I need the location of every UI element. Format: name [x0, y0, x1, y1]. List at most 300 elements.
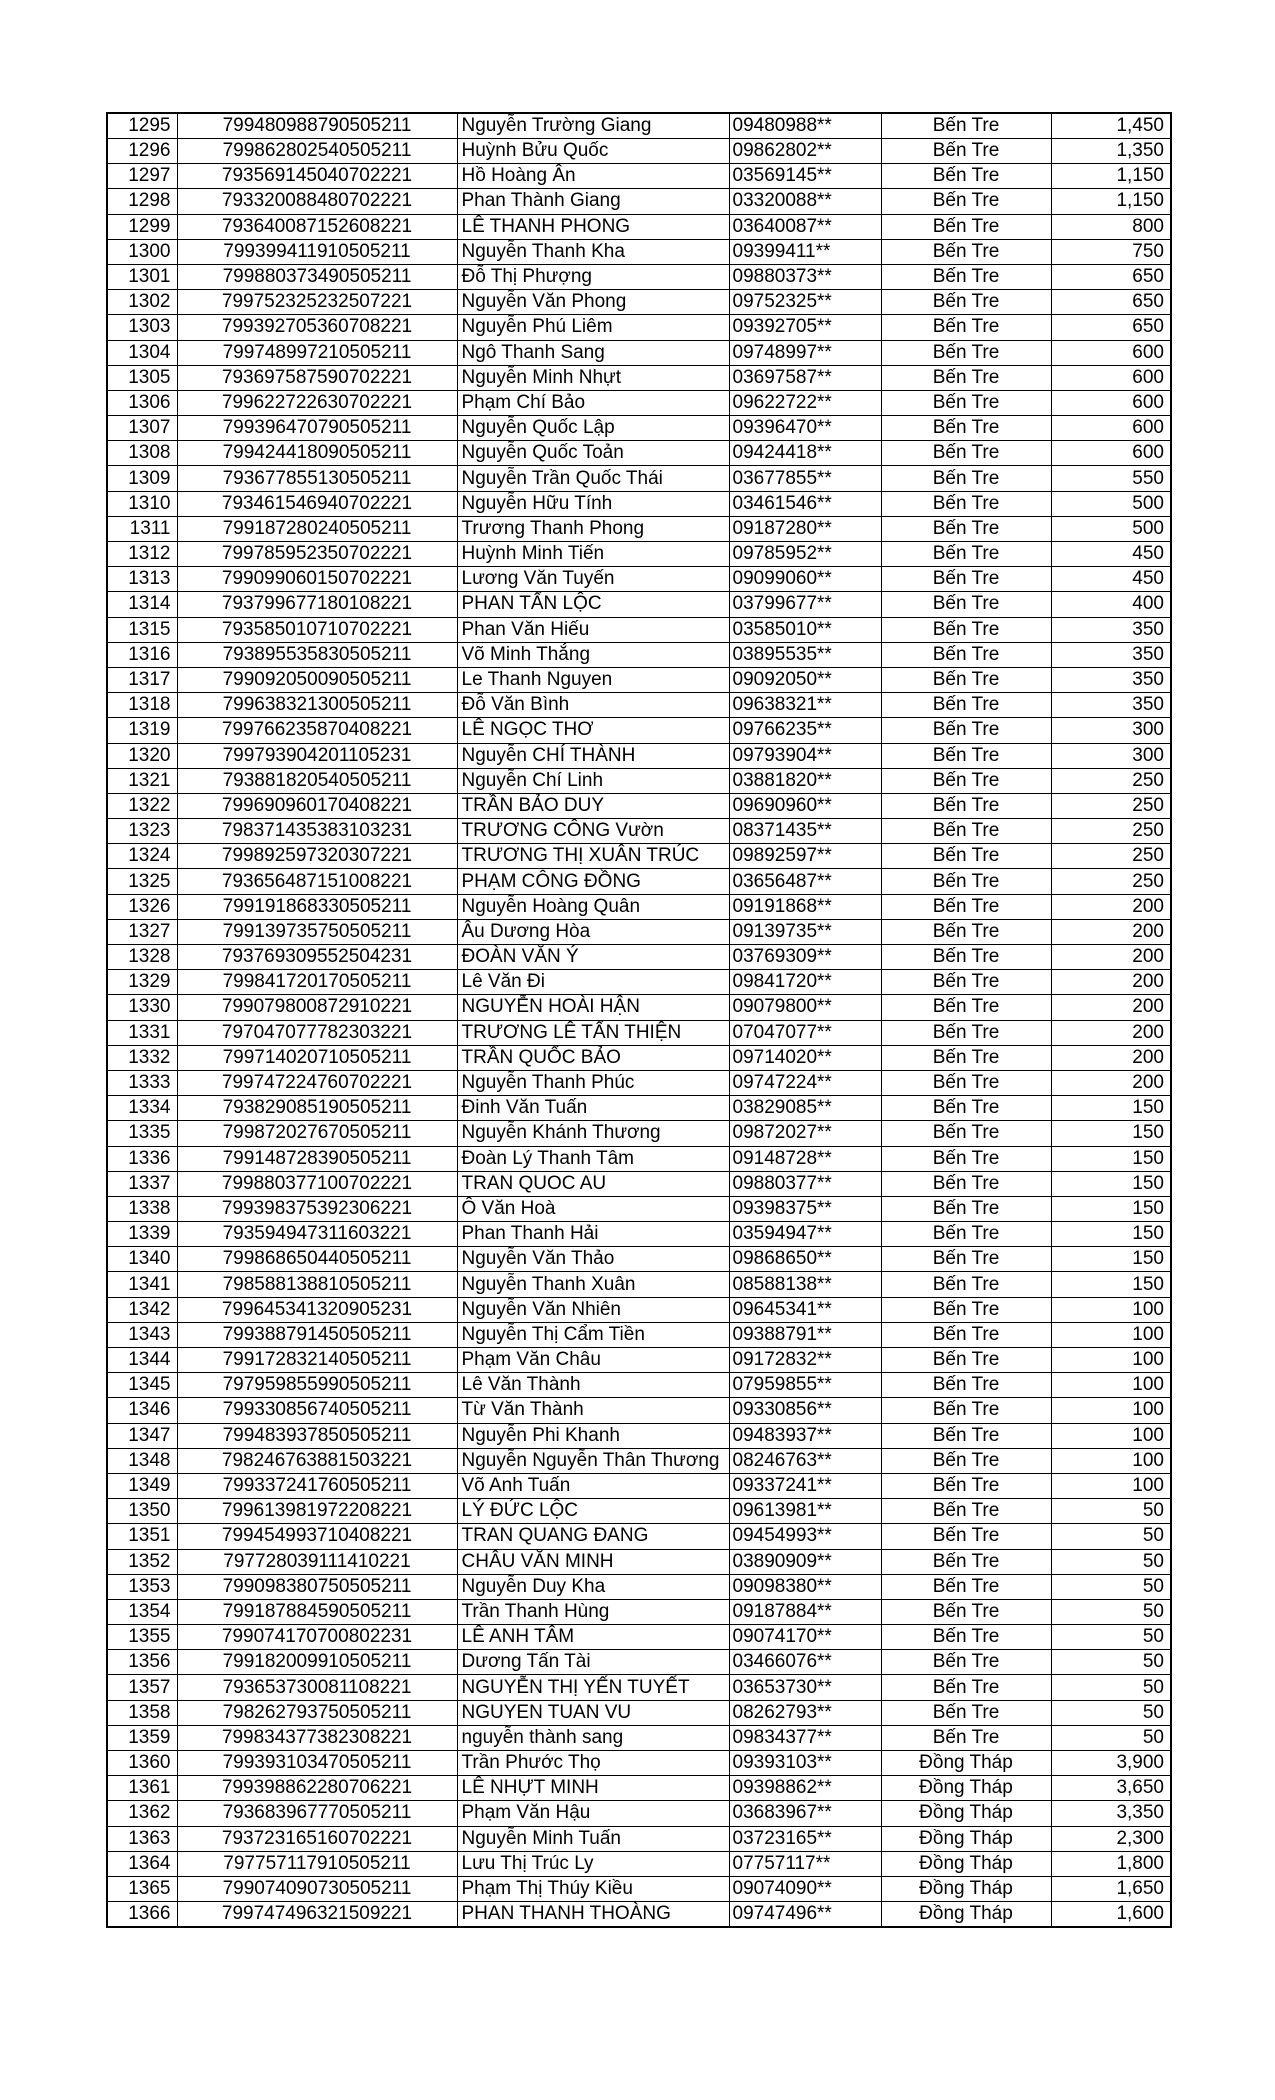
table-row: [107, 1902, 1171, 1928]
name-cell: Phan Thanh Hải: [457, 1222, 729, 1247]
row-number-cell: 1331: [107, 1020, 177, 1045]
row-number-cell: 1359: [107, 1725, 177, 1750]
account-code-cell: 793799677180108221: [177, 592, 457, 617]
phone-cell: 09424418**: [729, 441, 881, 466]
table-row: [107, 1020, 1171, 1045]
table-row: [107, 466, 1171, 491]
province-cell: Bến Tre: [881, 264, 1051, 289]
amount-cell: 200: [1051, 919, 1171, 944]
amount-cell: 600: [1051, 416, 1171, 441]
province-cell: Bến Tre: [881, 1675, 1051, 1700]
name-cell: Nguyễn Thanh Phúc: [457, 1070, 729, 1095]
table-row: [107, 340, 1171, 365]
name-cell: PHẠM CÔNG ĐỒNG: [457, 869, 729, 894]
name-cell: Huỳnh Minh Tiến: [457, 542, 729, 567]
account-code-cell: 799793904201105231: [177, 743, 457, 768]
name-cell: Đỗ Văn Bình: [457, 693, 729, 718]
province-cell: Bến Tre: [881, 1650, 1051, 1675]
amount-cell: 100: [1051, 1373, 1171, 1398]
account-code-cell: 799074090730505211: [177, 1876, 457, 1901]
province-cell: Bến Tre: [881, 491, 1051, 516]
account-code-cell: 799074170700802231: [177, 1625, 457, 1650]
province-cell: Bến Tre: [881, 1247, 1051, 1272]
province-cell: Bến Tre: [881, 894, 1051, 919]
table-row: [107, 1650, 1171, 1675]
name-cell: Lê Văn Đi: [457, 970, 729, 995]
table-row: [107, 919, 1171, 944]
phone-cell: 09483937**: [729, 1423, 881, 1448]
name-cell: Nguyễn Văn Thảo: [457, 1247, 729, 1272]
amount-cell: 1,350: [1051, 139, 1171, 164]
account-code-cell: 793569145040702221: [177, 164, 457, 189]
phone-cell: 09622722**: [729, 390, 881, 415]
name-cell: Lương Văn Tuyến: [457, 567, 729, 592]
amount-cell: 200: [1051, 1020, 1171, 1045]
phone-cell: 09392705**: [729, 315, 881, 340]
amount-cell: 250: [1051, 844, 1171, 869]
name-cell: Le Thanh Nguyen: [457, 667, 729, 692]
amount-cell: 1,450: [1051, 113, 1171, 139]
table-row: [107, 743, 1171, 768]
amount-cell: 350: [1051, 667, 1171, 692]
phone-cell: 09793904**: [729, 743, 881, 768]
account-code-cell: 793677855130505211: [177, 466, 457, 491]
table-row: [107, 1851, 1171, 1876]
phone-cell: 09868650**: [729, 1247, 881, 1272]
table-row: [107, 264, 1171, 289]
amount-cell: 50: [1051, 1524, 1171, 1549]
amount-cell: 600: [1051, 390, 1171, 415]
province-cell: Bến Tre: [881, 1574, 1051, 1599]
name-cell: Dương Tấn Tài: [457, 1650, 729, 1675]
row-number-cell: 1333: [107, 1070, 177, 1095]
table-row: [107, 1625, 1171, 1650]
name-cell: Lưu Thị Trúc Ly: [457, 1851, 729, 1876]
amount-cell: 600: [1051, 441, 1171, 466]
phone-cell: 09079800**: [729, 995, 881, 1020]
account-code-cell: 793697587590702221: [177, 365, 457, 390]
amount-cell: 150: [1051, 1247, 1171, 1272]
table-row: [107, 1448, 1171, 1473]
table-row: [107, 315, 1171, 340]
row-number-cell: 1321: [107, 768, 177, 793]
table-row: [107, 1675, 1171, 1700]
phone-cell: 08246763**: [729, 1448, 881, 1473]
row-number-cell: 1362: [107, 1801, 177, 1826]
account-code-cell: 799392705360708221: [177, 315, 457, 340]
name-cell: Nguyễn Trần Quốc Thái: [457, 466, 729, 491]
phone-cell: 03829085**: [729, 1096, 881, 1121]
row-number-cell: 1335: [107, 1121, 177, 1146]
row-number-cell: 1349: [107, 1473, 177, 1498]
phone-cell: 09074090**: [729, 1876, 881, 1901]
row-number-cell: 1363: [107, 1826, 177, 1851]
province-cell: Bến Tre: [881, 1499, 1051, 1524]
table-row: [107, 970, 1171, 995]
province-cell: Bến Tre: [881, 1196, 1051, 1221]
account-code-cell: 799872027670505211: [177, 1121, 457, 1146]
table-row: [107, 768, 1171, 793]
row-number-cell: 1334: [107, 1096, 177, 1121]
account-code-cell: 797728039111410221: [177, 1549, 457, 1574]
name-cell: LÊ NGỌC THƠ: [457, 718, 729, 743]
row-number-cell: 1336: [107, 1146, 177, 1171]
province-cell: Bến Tre: [881, 793, 1051, 818]
name-cell: Đoàn Lý Thanh Tâm: [457, 1146, 729, 1171]
phone-cell: 09396470**: [729, 416, 881, 441]
name-cell: LÝ ĐỨC LỘC: [457, 1499, 729, 1524]
table-row: [107, 693, 1171, 718]
row-number-cell: 1347: [107, 1423, 177, 1448]
province-cell: Bến Tre: [881, 1473, 1051, 1498]
account-code-cell: 799862802540505211: [177, 139, 457, 164]
province-cell: Bến Tre: [881, 542, 1051, 567]
phone-cell: 09613981**: [729, 1499, 881, 1524]
name-cell: TRAN QUOC AU: [457, 1171, 729, 1196]
province-cell: Bến Tre: [881, 1070, 1051, 1095]
row-number-cell: 1356: [107, 1650, 177, 1675]
name-cell: Nguyễn Văn Nhiên: [457, 1297, 729, 1322]
amount-cell: 300: [1051, 718, 1171, 743]
account-code-cell: 799191868330505211: [177, 894, 457, 919]
phone-cell: 07047077**: [729, 1020, 881, 1045]
province-cell: Bến Tre: [881, 113, 1051, 139]
phone-cell: 09872027**: [729, 1121, 881, 1146]
amount-cell: 250: [1051, 869, 1171, 894]
phone-cell: 09480988**: [729, 113, 881, 139]
account-code-cell: 797959855990505211: [177, 1373, 457, 1398]
name-cell: Đỗ Thị Phượng: [457, 264, 729, 289]
phone-cell: 09398375**: [729, 1196, 881, 1221]
province-cell: Bến Tre: [881, 1348, 1051, 1373]
phone-cell: 03594947**: [729, 1222, 881, 1247]
phone-cell: 09714020**: [729, 1045, 881, 1070]
phone-cell: 09330856**: [729, 1398, 881, 1423]
name-cell: Võ Anh Tuấn: [457, 1473, 729, 1498]
table-row: [107, 1373, 1171, 1398]
amount-cell: 3,350: [1051, 1801, 1171, 1826]
name-cell: Nguyễn Quốc Toản: [457, 441, 729, 466]
row-number-cell: 1296: [107, 139, 177, 164]
account-code-cell: 799396470790505211: [177, 416, 457, 441]
amount-cell: 100: [1051, 1473, 1171, 1498]
row-number-cell: 1305: [107, 365, 177, 390]
amount-cell: 3,650: [1051, 1776, 1171, 1801]
row-number-cell: 1299: [107, 214, 177, 239]
table-row: [107, 1171, 1171, 1196]
amount-cell: 100: [1051, 1348, 1171, 1373]
row-number-cell: 1330: [107, 995, 177, 1020]
amount-cell: 50: [1051, 1574, 1171, 1599]
account-code-cell: 799388791450505211: [177, 1322, 457, 1347]
phone-cell: 09148728**: [729, 1146, 881, 1171]
amount-cell: 500: [1051, 516, 1171, 541]
name-cell: Phạm Văn Châu: [457, 1348, 729, 1373]
account-code-cell: 799079800872910221: [177, 995, 457, 1020]
phone-cell: 03769309**: [729, 945, 881, 970]
account-code-cell: 799834377382308221: [177, 1725, 457, 1750]
phone-cell: 09645341**: [729, 1297, 881, 1322]
account-code-cell: 799399411910505211: [177, 239, 457, 264]
account-code-cell: 799454993710408221: [177, 1524, 457, 1549]
name-cell: PHAN TẤN LỘC: [457, 592, 729, 617]
row-number-cell: 1354: [107, 1599, 177, 1624]
phone-cell: 09454993**: [729, 1524, 881, 1549]
name-cell: nguyễn thành sang: [457, 1725, 729, 1750]
province-cell: Bến Tre: [881, 315, 1051, 340]
province-cell: Bến Tre: [881, 718, 1051, 743]
table-row: [107, 290, 1171, 315]
name-cell: PHAN THANH THOÀNG: [457, 1902, 729, 1928]
province-cell: Bến Tre: [881, 1096, 1051, 1121]
row-number-cell: 1310: [107, 491, 177, 516]
province-cell: Bến Tre: [881, 1146, 1051, 1171]
account-code-cell: 799172832140505211: [177, 1348, 457, 1373]
account-code-cell: 797757117910505211: [177, 1851, 457, 1876]
row-number-cell: 1323: [107, 819, 177, 844]
table-row: [107, 1599, 1171, 1624]
amount-cell: 50: [1051, 1650, 1171, 1675]
table-row: [107, 516, 1171, 541]
province-cell: Bến Tre: [881, 1700, 1051, 1725]
amount-cell: 1,150: [1051, 189, 1171, 214]
phone-cell: 07959855**: [729, 1373, 881, 1398]
account-code-cell: 799337241760505211: [177, 1473, 457, 1498]
account-code-cell: 793723165160702221: [177, 1826, 457, 1851]
name-cell: Đinh Văn Tuấn: [457, 1096, 729, 1121]
province-cell: Bến Tre: [881, 1549, 1051, 1574]
row-number-cell: 1338: [107, 1196, 177, 1221]
account-code-cell: 798246763881503221: [177, 1448, 457, 1473]
row-number-cell: 1316: [107, 642, 177, 667]
table-row: [107, 365, 1171, 390]
row-number-cell: 1326: [107, 894, 177, 919]
table-row: [107, 1574, 1171, 1599]
row-number-cell: 1327: [107, 919, 177, 944]
province-cell: Đồng Tháp: [881, 1801, 1051, 1826]
row-number-cell: 1329: [107, 970, 177, 995]
province-cell: Bến Tre: [881, 340, 1051, 365]
name-cell: NGUYỄN THỊ YẾN TUYẾT: [457, 1675, 729, 1700]
province-cell: Bến Tre: [881, 1423, 1051, 1448]
province-cell: Bến Tre: [881, 642, 1051, 667]
row-number-cell: 1298: [107, 189, 177, 214]
amount-cell: 800: [1051, 214, 1171, 239]
name-cell: Nguyễn Khánh Thương: [457, 1121, 729, 1146]
name-cell: Nguyễn Thị Cẩm Tiền: [457, 1322, 729, 1347]
account-code-cell: 799645341320905231: [177, 1297, 457, 1322]
account-code-cell: 798588138810505211: [177, 1272, 457, 1297]
name-cell: NGUYỄN HOÀI HẬN: [457, 995, 729, 1020]
row-number-cell: 1343: [107, 1322, 177, 1347]
account-code-cell: 793640087152608221: [177, 214, 457, 239]
amount-cell: 1,800: [1051, 1851, 1171, 1876]
account-code-cell: 799752325232507221: [177, 290, 457, 315]
phone-cell: 03656487**: [729, 869, 881, 894]
name-cell: Âu Dương Hòa: [457, 919, 729, 944]
phone-cell: 09092050**: [729, 667, 881, 692]
province-cell: Bến Tre: [881, 592, 1051, 617]
amount-cell: 650: [1051, 290, 1171, 315]
name-cell: Trương Thanh Phong: [457, 516, 729, 541]
name-cell: Nguyễn Nguyễn Thân Thương: [457, 1448, 729, 1473]
account-code-cell: 799880373490505211: [177, 264, 457, 289]
name-cell: Trần Thanh Hùng: [457, 1599, 729, 1624]
amount-cell: 150: [1051, 1222, 1171, 1247]
account-code-cell: 799622722630702221: [177, 390, 457, 415]
row-number-cell: 1325: [107, 869, 177, 894]
province-cell: Đồng Tháp: [881, 1826, 1051, 1851]
table-row: [107, 1423, 1171, 1448]
name-cell: Nguyễn Quốc Lập: [457, 416, 729, 441]
amount-cell: 300: [1051, 743, 1171, 768]
province-cell: Bến Tre: [881, 567, 1051, 592]
province-cell: Đồng Tháp: [881, 1751, 1051, 1776]
account-code-cell: 799182009910505211: [177, 1650, 457, 1675]
amount-cell: 500: [1051, 491, 1171, 516]
table-row: [107, 1297, 1171, 1322]
phone-cell: 09187280**: [729, 516, 881, 541]
name-cell: NGUYEN TUAN VU: [457, 1700, 729, 1725]
row-number-cell: 1320: [107, 743, 177, 768]
amount-cell: 200: [1051, 1070, 1171, 1095]
province-cell: Đồng Tháp: [881, 1902, 1051, 1928]
amount-cell: 450: [1051, 542, 1171, 567]
account-code-cell: 799747496321509221: [177, 1902, 457, 1928]
amount-cell: 150: [1051, 1146, 1171, 1171]
phone-cell: 09191868**: [729, 894, 881, 919]
province-cell: Bến Tre: [881, 365, 1051, 390]
amount-cell: 150: [1051, 1096, 1171, 1121]
phone-cell: 09399411**: [729, 239, 881, 264]
row-number-cell: 1344: [107, 1348, 177, 1373]
phone-cell: 09892597**: [729, 844, 881, 869]
phone-cell: 09074170**: [729, 1625, 881, 1650]
phone-cell: 09766235**: [729, 718, 881, 743]
amount-cell: 2,300: [1051, 1826, 1171, 1851]
name-cell: Nguyễn Chí Linh: [457, 768, 729, 793]
name-cell: Nguyễn Hoàng Quân: [457, 894, 729, 919]
amount-cell: 200: [1051, 945, 1171, 970]
row-number-cell: 1345: [107, 1373, 177, 1398]
account-code-cell: 799483937850505211: [177, 1423, 457, 1448]
phone-cell: 09785952**: [729, 542, 881, 567]
phone-cell: 03723165**: [729, 1826, 881, 1851]
row-number-cell: 1339: [107, 1222, 177, 1247]
account-code-cell: 799187884590505211: [177, 1599, 457, 1624]
amount-cell: 200: [1051, 1045, 1171, 1070]
table-row: [107, 1473, 1171, 1498]
name-cell: Từ Văn Thành: [457, 1398, 729, 1423]
phone-cell: 03461546**: [729, 491, 881, 516]
table-row: [107, 567, 1171, 592]
province-cell: Bến Tre: [881, 1297, 1051, 1322]
account-code-cell: 799148728390505211: [177, 1146, 457, 1171]
table-row: [107, 1549, 1171, 1574]
account-code-cell: 793769309552504231: [177, 945, 457, 970]
amount-cell: 50: [1051, 1549, 1171, 1574]
phone-cell: 09748997**: [729, 340, 881, 365]
amount-cell: 1,150: [1051, 164, 1171, 189]
province-cell: Bến Tre: [881, 617, 1051, 642]
table-row: [107, 1096, 1171, 1121]
province-cell: Bến Tre: [881, 819, 1051, 844]
province-cell: Bến Tre: [881, 1171, 1051, 1196]
amount-cell: 350: [1051, 693, 1171, 718]
phone-cell: 09747496**: [729, 1902, 881, 1928]
row-number-cell: 1328: [107, 945, 177, 970]
amount-cell: 50: [1051, 1700, 1171, 1725]
row-number-cell: 1348: [107, 1448, 177, 1473]
name-cell: TRƯƠNG THỊ XUÂN TRÚC: [457, 844, 729, 869]
amount-cell: 150: [1051, 1121, 1171, 1146]
table-row: [107, 819, 1171, 844]
name-cell: Phạm Chí Bảo: [457, 390, 729, 415]
row-number-cell: 1312: [107, 542, 177, 567]
account-code-cell: 799690960170408221: [177, 793, 457, 818]
row-number-cell: 1353: [107, 1574, 177, 1599]
phone-cell: 09099060**: [729, 567, 881, 592]
province-cell: Bến Tre: [881, 693, 1051, 718]
phone-cell: 09638321**: [729, 693, 881, 718]
phone-cell: 09139735**: [729, 919, 881, 944]
row-number-cell: 1364: [107, 1851, 177, 1876]
name-cell: CHÂU VĂN MINH: [457, 1549, 729, 1574]
account-code-cell: 793683967770505211: [177, 1801, 457, 1826]
table-row: [107, 189, 1171, 214]
province-cell: Bến Tre: [881, 390, 1051, 415]
row-number-cell: 1303: [107, 315, 177, 340]
row-number-cell: 1366: [107, 1902, 177, 1928]
phone-cell: 03683967**: [729, 1801, 881, 1826]
province-cell: Bến Tre: [881, 1272, 1051, 1297]
row-number-cell: 1360: [107, 1751, 177, 1776]
province-cell: Bến Tre: [881, 164, 1051, 189]
amount-cell: 100: [1051, 1423, 1171, 1448]
row-number-cell: 1357: [107, 1675, 177, 1700]
province-cell: Bến Tre: [881, 1398, 1051, 1423]
province-cell: Bến Tre: [881, 1725, 1051, 1750]
amount-cell: 250: [1051, 768, 1171, 793]
province-cell: Bến Tre: [881, 1524, 1051, 1549]
table-row: [107, 214, 1171, 239]
province-cell: Bến Tre: [881, 1448, 1051, 1473]
amount-cell: 50: [1051, 1499, 1171, 1524]
name-cell: Nguyễn Hữu Tính: [457, 491, 729, 516]
name-cell: Ngô Thanh Sang: [457, 340, 729, 365]
table-row: [107, 642, 1171, 667]
phone-cell: 09172832**: [729, 1348, 881, 1373]
amount-cell: 200: [1051, 970, 1171, 995]
amount-cell: 50: [1051, 1599, 1171, 1624]
amount-cell: 400: [1051, 592, 1171, 617]
account-code-cell: 799099060150702221: [177, 567, 457, 592]
name-cell: Võ Minh Thắng: [457, 642, 729, 667]
account-code-cell: 799714020710505211: [177, 1045, 457, 1070]
table-row: [107, 1751, 1171, 1776]
amount-cell: 50: [1051, 1675, 1171, 1700]
name-cell: Ô Văn Hoà: [457, 1196, 729, 1221]
amount-cell: 250: [1051, 793, 1171, 818]
account-code-cell: 799747224760702221: [177, 1070, 457, 1095]
account-code-cell: 799638321300505211: [177, 693, 457, 718]
account-code-cell: 799398375392306221: [177, 1196, 457, 1221]
phone-cell: 03799677**: [729, 592, 881, 617]
name-cell: Huỳnh Bửu Quốc: [457, 139, 729, 164]
name-cell: LÊ NHỰT MINH: [457, 1776, 729, 1801]
province-cell: Bến Tre: [881, 919, 1051, 944]
name-cell: Nguyễn Thanh Kha: [457, 239, 729, 264]
